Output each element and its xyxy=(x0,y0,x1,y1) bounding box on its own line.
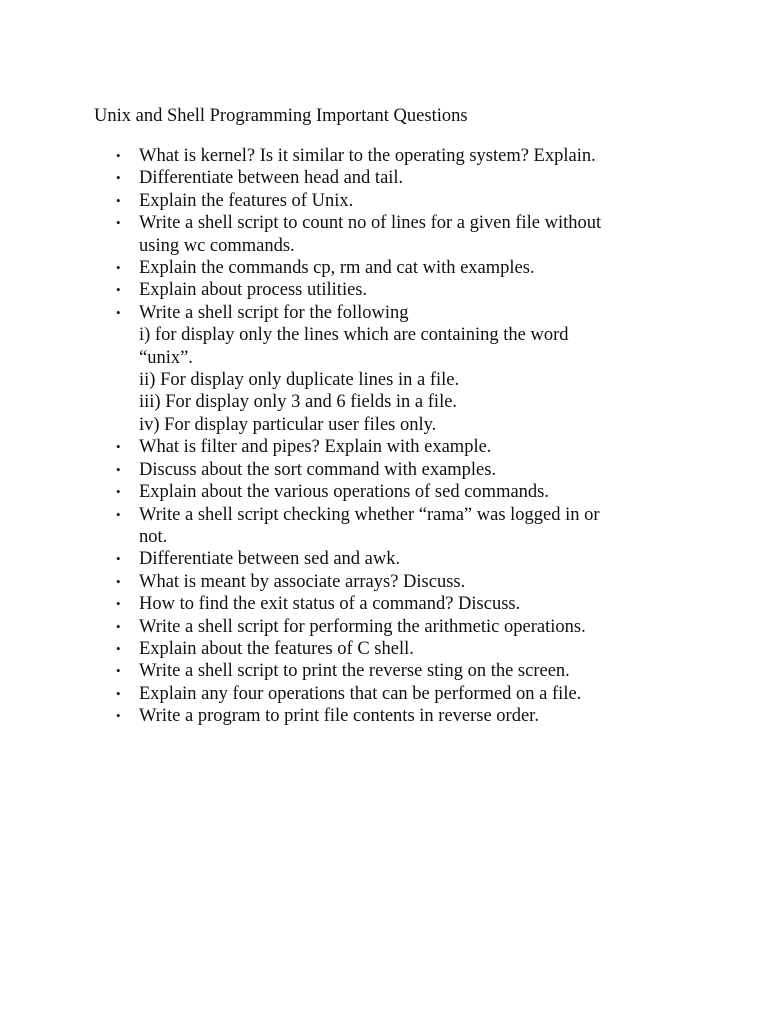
bullet-icon: • xyxy=(116,282,121,298)
question-item xyxy=(108,504,668,549)
question-item xyxy=(108,660,668,682)
question-text-line: ii) For display only duplicate lines in a file. xyxy=(139,370,460,391)
question-item xyxy=(108,638,668,660)
bullet-icon: • xyxy=(116,708,121,724)
bullet-icon: • xyxy=(116,192,121,208)
question-text-line: iv) For display particular user files only. xyxy=(139,414,437,435)
document-title: Unix and Shell Programming Important Questions xyxy=(94,106,468,126)
question-text-line: Write a shell script for the following xyxy=(139,302,409,323)
bullet-icon: • xyxy=(116,304,121,320)
question-text-line: Explain about the features of C shell. xyxy=(139,638,414,659)
question-text-line: Explain the commands cp, rm and cat with examples. xyxy=(139,258,535,279)
question-text-line: Differentiate between sed and awk. xyxy=(139,549,401,570)
question-item xyxy=(108,705,668,727)
question-text-line: Write a shell script to count no of lines for a given file without xyxy=(139,213,602,234)
question-text-line: using wc commands. xyxy=(139,235,295,256)
bullet-icon: • xyxy=(116,685,121,701)
question-text-line: Explain any four operations that can be performed on a file. xyxy=(139,683,582,704)
bullet-icon: • xyxy=(116,551,121,567)
question-item xyxy=(108,212,668,257)
question-text-line: iii) For display only 3 and 6 fields in a file. xyxy=(139,392,458,413)
question-item xyxy=(108,593,668,615)
bullet-icon: • xyxy=(116,640,121,656)
question-item xyxy=(108,167,668,189)
bullet-icon: • xyxy=(116,506,121,522)
question-item xyxy=(108,302,668,436)
question-text-line: Differentiate between head and tail. xyxy=(139,168,404,189)
question-text-line: Discuss about the sort command with examples. xyxy=(139,459,497,480)
question-text-line: What is filter and pipes? Explain with example. xyxy=(139,437,492,458)
question-item xyxy=(108,190,668,212)
question-text-line: Explain the features of Unix. xyxy=(139,190,354,211)
question-text-line: Write a program to print file contents in reverse order. xyxy=(139,706,539,727)
bullet-icon: • xyxy=(116,148,121,163)
question-item xyxy=(108,616,668,638)
question-item xyxy=(108,145,668,167)
bullet-icon: • xyxy=(116,215,121,231)
question-text-line: “unix”. xyxy=(139,347,193,368)
question-text-line: Write a shell script to print the reverse sting on the screen. xyxy=(139,661,570,682)
question-item xyxy=(108,279,668,301)
bullet-icon: • xyxy=(116,596,121,612)
question-text-line: What is meant by associate arrays? Discuss. xyxy=(139,571,466,592)
question-text-line: i) for display only the lines which are containing the word xyxy=(139,325,569,346)
question-text-line: Write a shell script for performing the arithmetic operations. xyxy=(139,616,586,637)
question-item xyxy=(108,459,668,481)
bullet-icon: • xyxy=(116,170,121,186)
question-item xyxy=(108,481,668,503)
bullet-icon: • xyxy=(116,573,121,589)
bullet-icon: • xyxy=(116,461,121,477)
question-text-line: not. xyxy=(139,526,168,547)
question-text-line: Explain about process utilities. xyxy=(139,280,368,301)
bullet-icon: • xyxy=(116,260,121,276)
bullet-icon: • xyxy=(116,439,121,455)
bullet-icon: • xyxy=(116,618,121,634)
question-item xyxy=(108,683,668,705)
question-item xyxy=(108,548,668,570)
bullet-icon: • xyxy=(116,484,121,500)
question-item xyxy=(108,436,668,458)
question-list xyxy=(108,145,668,728)
question-text-line: What is kernel? Is it similar to the operating system? Explain. xyxy=(139,146,596,166)
bullet-icon: • xyxy=(116,663,121,679)
question-text-line: How to find the exit status of a command? Discuss. xyxy=(139,594,521,615)
question-text-line: Explain about the various operations of sed commands. xyxy=(139,482,549,503)
question-item xyxy=(108,571,668,593)
question-item xyxy=(108,257,668,279)
question-text-line: Write a shell script checking whether “rama” was logged in or xyxy=(139,504,600,525)
